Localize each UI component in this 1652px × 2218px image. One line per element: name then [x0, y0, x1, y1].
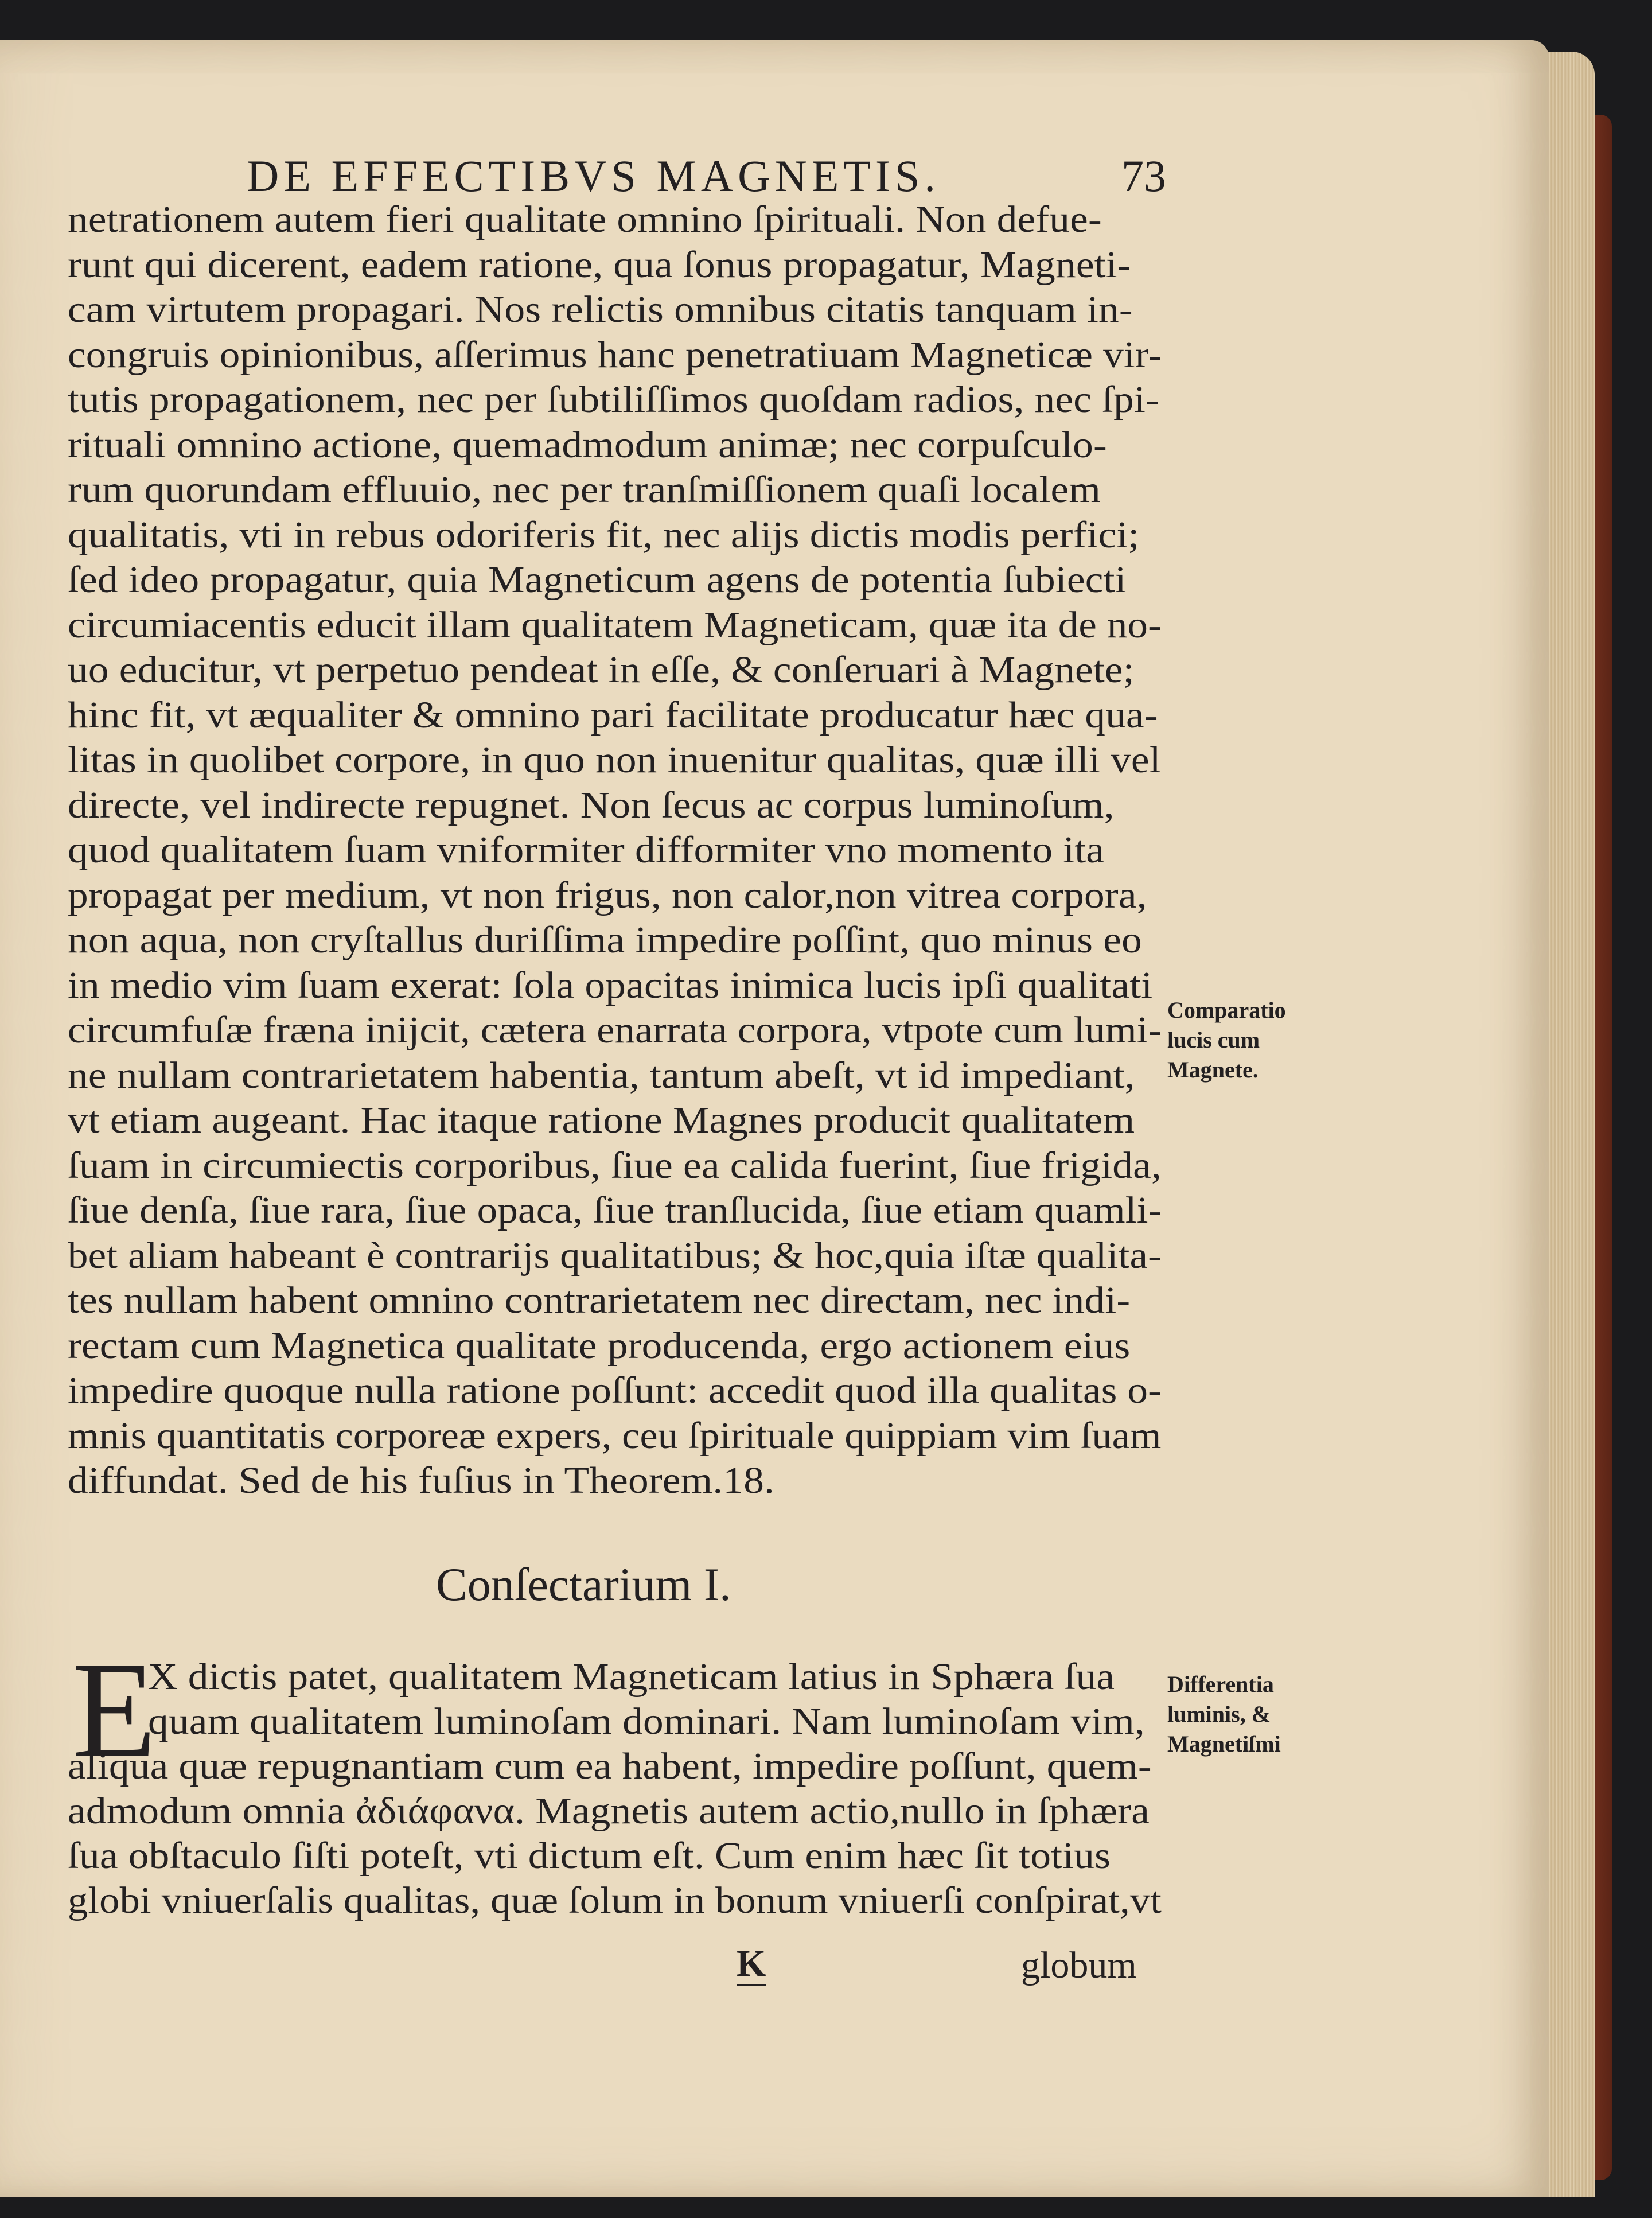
text-line: ſua obſtaculo ſiſti poteſt, vti dictum eſt. Cum enim hæc ſit totius: [68, 1835, 1111, 1877]
text-line: rectam cum Magnetica qualitate producenda, ergo actionem eius: [68, 1324, 1131, 1367]
text-line: aliqua quæ repugnantiam cum ea habent, impedire poſſunt, quem-: [68, 1745, 1152, 1787]
text-line: ſuam in circumiectis corporibus, ſiue ea calida fuerint, ſiue frigida,: [68, 1144, 1162, 1186]
text-line: quam qualitatem luminoſam dominari. Nam luminoſam vim,: [148, 1701, 1145, 1742]
margin-note-line: luminis, &: [1167, 1701, 1271, 1727]
text-line: quod qualitatem ſuam vniformiter difformiter vno momento ita: [68, 829, 1105, 871]
text-line: diffundat. Sed de his fuſius in Theorem.18.: [68, 1460, 775, 1501]
text-line: bet aliam habeant è contrarijs qualitatibus; & hoc,quia iſtæ qualita-: [68, 1234, 1162, 1277]
text-line: netrationem autem fieri qualitate omnino ſpirituali. Non defue-: [68, 199, 1102, 240]
text-line: circumiacentis educit illam qualitatem Magneticam, quæ ita de no-: [68, 604, 1162, 646]
text-line: hinc fit, vt æqualiter & omnino pari facilitate producatur hæc qua-: [68, 694, 1158, 736]
margin-note-line: Comparatio: [1167, 997, 1286, 1023]
text-line: cam virtutem propagari. Nos relictis omnibus citatis tanquam in-: [68, 289, 1133, 330]
text-line: vt etiam augeant. Hac itaque ratione Magnes producit qualitatem: [68, 1099, 1135, 1141]
text-line: tutis propagationem, nec per ſubtiliſſimos quoſdam radios, nec ſpi-: [68, 379, 1160, 421]
text-line: qualitatis, vti in rebus odoriferis fit, nec alijs dictis modis perfici;: [68, 513, 1140, 556]
margin-note-line: Magnete.: [1167, 1057, 1259, 1083]
text-line: X dictis patet, qualitatem Magneticam latius in Sphæra ſua: [148, 1656, 1115, 1698]
text-line: non aqua, non cryſtallus duriſſima impedire poſſint, quo minus eo: [68, 919, 1142, 961]
margin-note-differentia: [1167, 1670, 1281, 1759]
page-number: 73: [1121, 151, 1166, 201]
text-line: uo educitur, vt perpetuo pendeat in eſſe, & conſeruari à Magnete;: [68, 649, 1135, 691]
text-line: litas in quolibet corpore, in quo non inuenitur qualitas, quæ illi vel: [68, 739, 1161, 781]
text-line: ſiue denſa, ſiue rara, ſiue opaca, ſiue tranſlucida, ſiue etiam quamli-: [68, 1189, 1162, 1231]
section-title: Conſectarium I.: [436, 1558, 731, 1610]
drop-capital: E: [72, 1633, 157, 1786]
text-line: impedire quoque nulla ratione poſſunt: accedit quod illa qualitas o-: [68, 1369, 1162, 1411]
text-line: in medio vim ſuam exerat: ſola opacitas inimica lucis ipſi qualitati: [68, 964, 1153, 1006]
signature-mark: K: [737, 1944, 766, 1986]
text-line: congruis opinionibus, aſſerimus hanc penetratiuam Magneticæ vir-: [68, 333, 1162, 376]
text-line: rum quorundam effluuio, nec per tranſmiſſionem quaſi localem: [68, 469, 1101, 511]
text-line: ſed ideo propagatur, quia Magneticum agens de potentia ſubiecti: [68, 559, 1127, 601]
text-line: circumfuſæ fræna inijcit, cætera enarrata corpora, vtpote cum lumi-: [68, 1009, 1162, 1051]
margin-note-line: Magnetiſmi: [1167, 1731, 1281, 1757]
margin-note-line: lucis cum: [1167, 1027, 1260, 1053]
margin-note-comparatio: [1167, 995, 1286, 1085]
text-line: ne nullam contrarietatem habentia, tantum abeſt, vt id impediant,: [68, 1054, 1135, 1096]
margin-note-line: Differentia: [1167, 1671, 1274, 1697]
text-line: globi vniuerſalis qualitas, quæ ſolum in bonum vniuerſi conſpirat,vt: [68, 1880, 1162, 1921]
text-line: directe, vel indirecte repugnet. Non ſecus ac corpus luminoſum,: [68, 784, 1115, 826]
text-line: admodum omnia ἀδιάφανα. Magnetis autem actio,nullo in ſphæra: [68, 1790, 1150, 1832]
text-line: runt qui dicerent, eadem ratione, qua ſonus propagatur, Magneti-: [68, 243, 1131, 286]
text-line: rituali omnino actione, quemadmodum animæ; nec corpuſculo-: [68, 423, 1107, 466]
running-head: DE EFFECTIBVS MAGNETIS.: [247, 151, 940, 201]
catchword: globum: [1021, 1944, 1137, 1986]
text-line: mnis quantitatis corporeæ expers, ceu ſpirituale quippiam vim ſuam: [68, 1414, 1162, 1457]
text-line: tes nullam habent omnino contrarietatem nec directam, nec indi-: [68, 1279, 1131, 1321]
text-line: propagat per medium, vt non frigus, non calor,non vitrea corpora,: [68, 874, 1147, 916]
